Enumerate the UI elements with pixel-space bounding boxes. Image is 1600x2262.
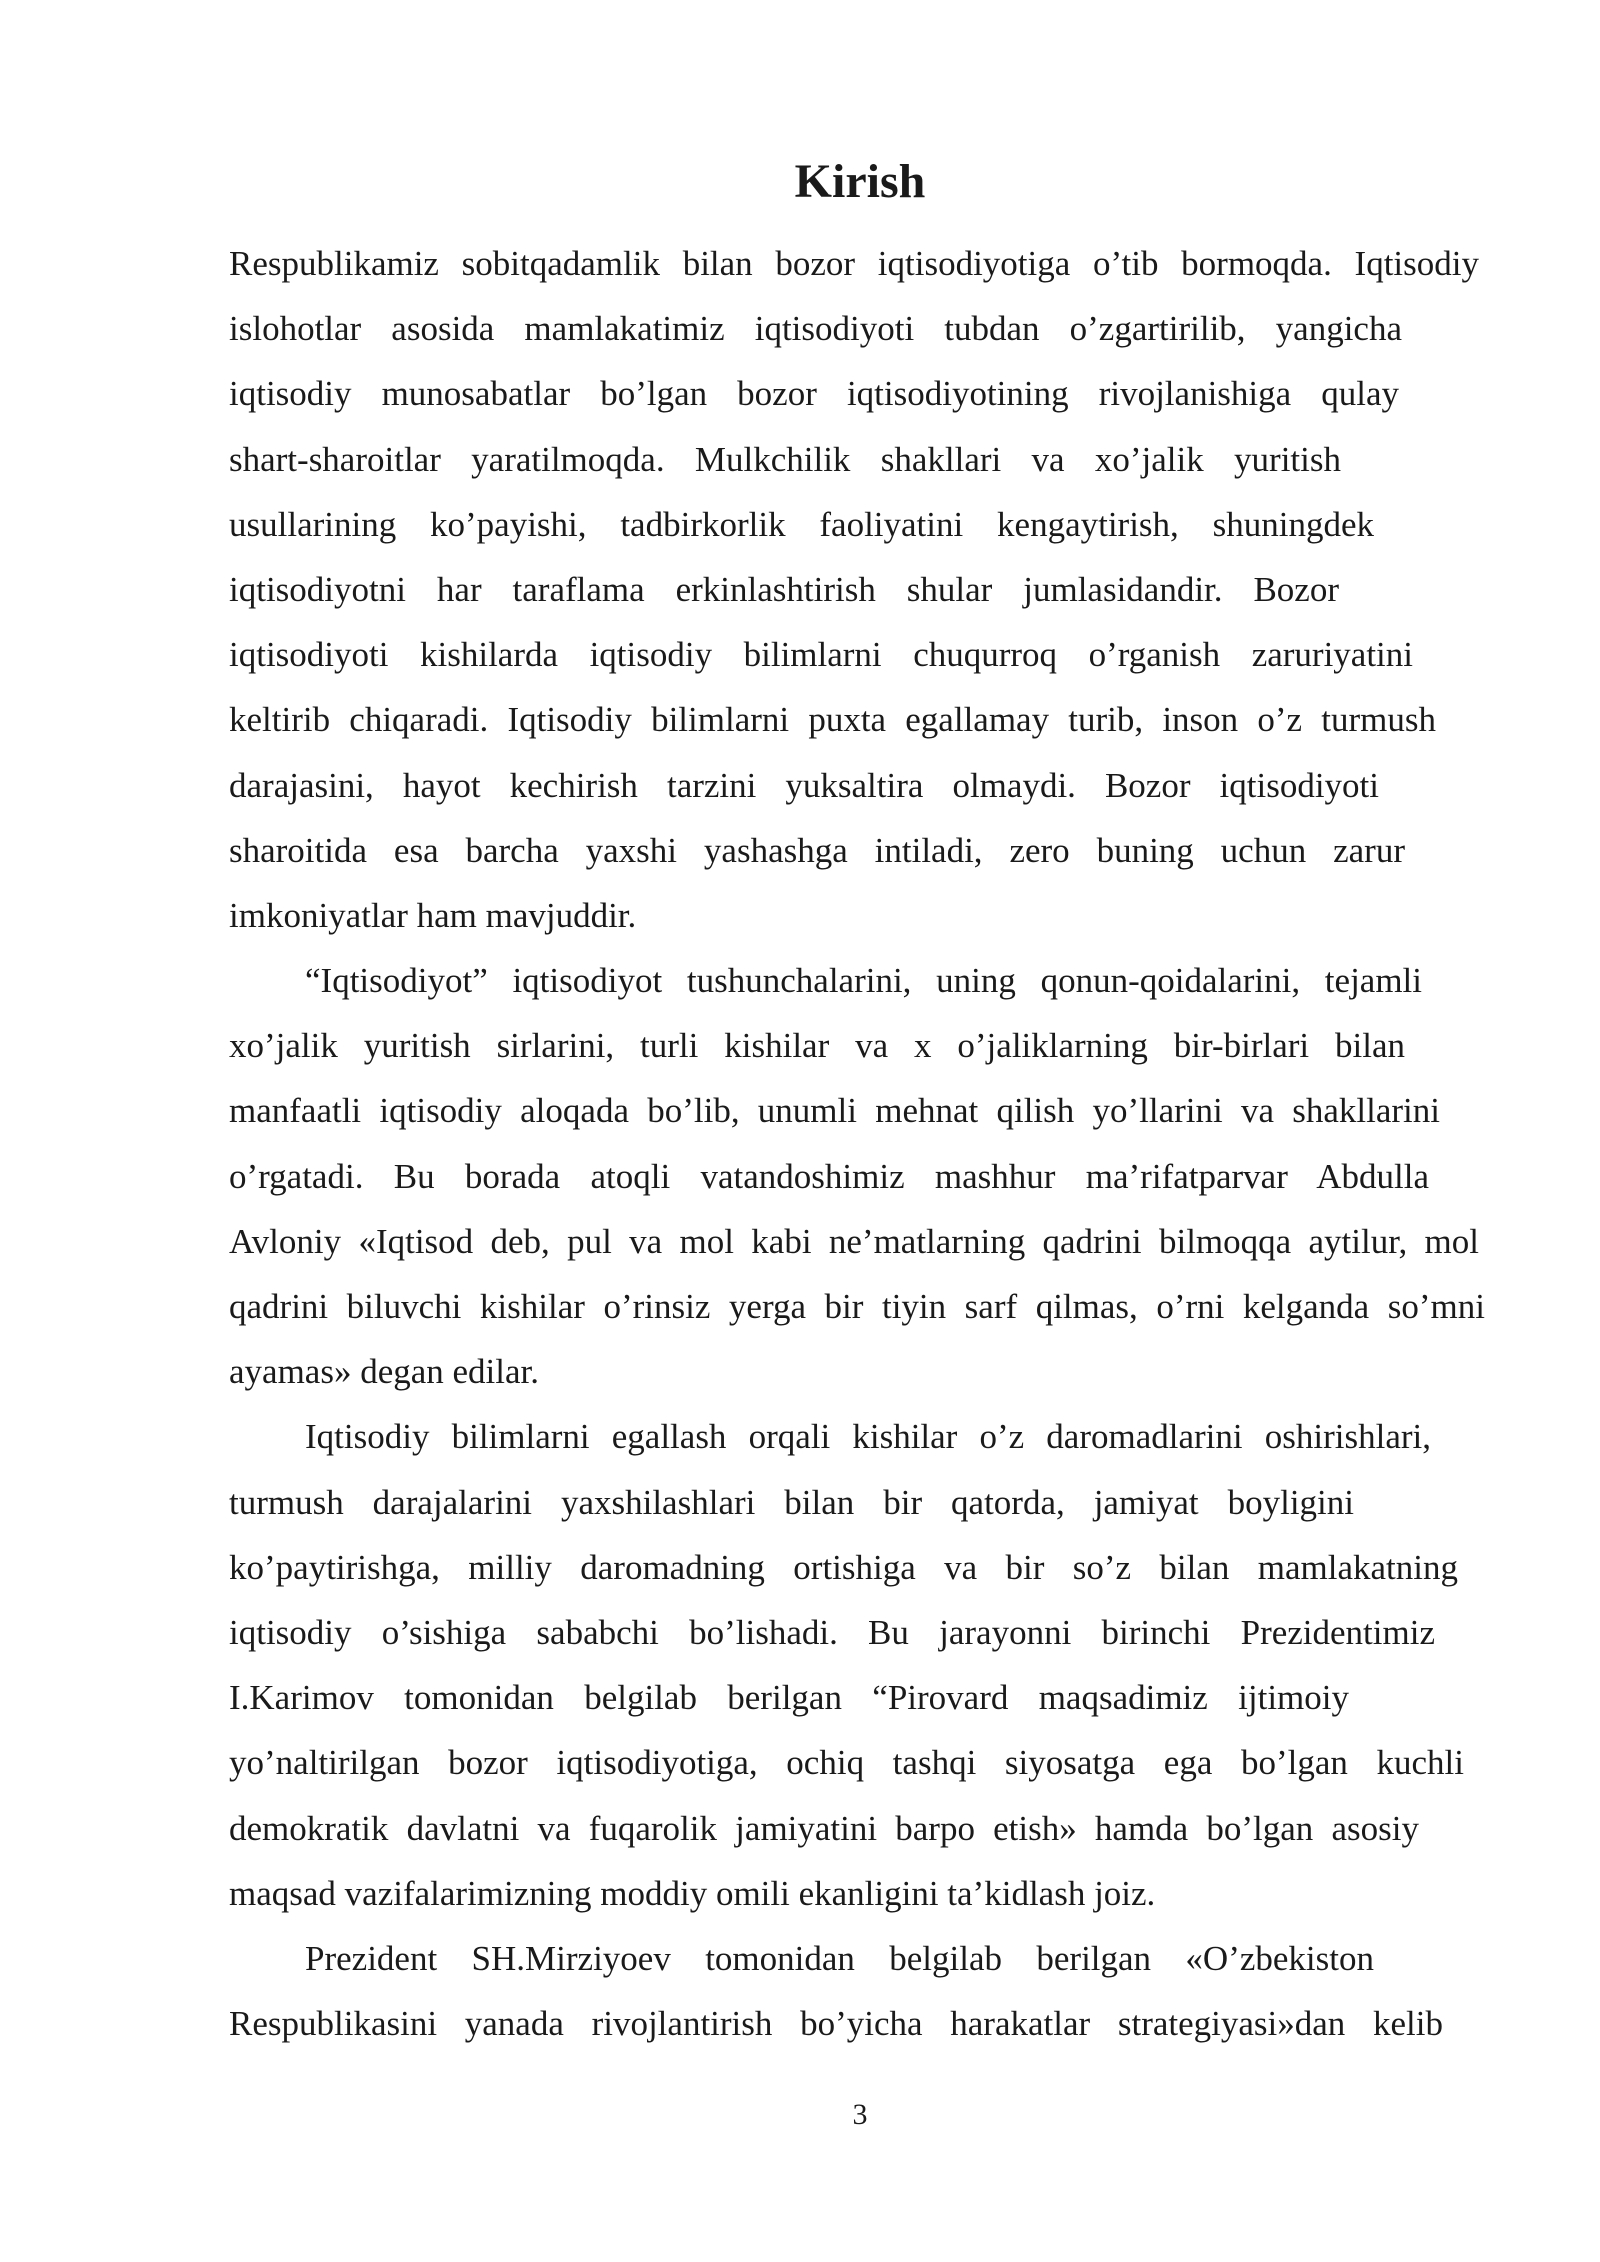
- text-line: maqsad vazifalarimizning moddiy omili ekanligini ta’kidlash joiz.: [229, 1873, 1156, 1913]
- paragraph: [229, 1926, 1499, 2056]
- paragraph: [229, 948, 1499, 1404]
- text-line: Respublikasini yanada rivojlantirish bo’yicha harakatlar strategiyasi»dan kelib: [229, 2004, 1443, 2044]
- page-title: Kirish: [794, 155, 926, 208]
- text-line: keltirib chiqaradi. Iqtisodiy bilimlarni puxta egallamay turib, inson o’z turmush: [229, 700, 1436, 740]
- paragraph: [229, 1404, 1499, 1926]
- body-text: [229, 231, 1499, 2056]
- text-line: Prezident SH.Mirziyoev tomonidan belgilab berilgan «O’zbekiston: [305, 1938, 1374, 1978]
- paragraph: [229, 231, 1499, 948]
- text-line: xo’jalik yuritish sirlarini, turli kishilar va x o’jaliklarning bir-birlari bilan: [229, 1026, 1405, 1066]
- text-line: sharoitida esa barcha yaxshi yashashga intiladi, zero buning uchun zarur: [229, 830, 1405, 870]
- text-line: Respublikamiz sobitqadamlik bilan bozor iqtisodiyotiga o’tib bormoqda. Iqtisodiy: [229, 244, 1479, 283]
- page-number: 3: [852, 2098, 868, 2131]
- text-line: usullarining ko’payishi, tadbirkorlik faoliyatini kengaytirish, shuningdek: [229, 504, 1374, 544]
- text-line: islohotlar asosida mamlakatimiz iqtisodiyoti tubdan o’zgartirilib, yangicha: [229, 309, 1402, 349]
- text-line: demokratik davlatni va fuqarolik jamiyatini barpo etish» hamda bo’lgan asosiy: [229, 1808, 1419, 1848]
- text-line: iqtisodiyotni har taraflama erkinlashtirish shular jumlasidandir. Bozor: [229, 569, 1339, 609]
- text-line: iqtisodiyoti kishilarda iqtisodiy bilimlarni chuqurroq o’rganish zaruriyatini: [229, 635, 1413, 675]
- text-line: “Iqtisodiyot” iqtisodiyot tushunchalarini, uning qonun-qoidalarini, tejamli: [305, 961, 1422, 1001]
- text-line: Avloniy «Iqtisod deb, pul va mol kabi ne’matlarning qadrini bilmoqqa aytilur, mol: [229, 1221, 1479, 1261]
- text-line: qadrini biluvchi kishilar o’rinsiz yerga bir tiyin sarf qilmas, o’rni kelganda so’mni: [229, 1287, 1485, 1326]
- text-line: o’rgatadi. Bu borada atoqli vatandoshimiz mashhur ma’rifatparvar Abdulla: [229, 1156, 1429, 1196]
- text-line: iqtisodiy o’sishiga sababchi bo’lishadi. Bu jarayonni birinchi Prezidentimiz: [229, 1612, 1435, 1652]
- text-line: Iqtisodiy bilimlarni egallash orqali kishilar o’z daromadlarini oshirishlari,: [305, 1417, 1431, 1457]
- text-line: manfaatli iqtisodiy aloqada bo’lib, unumli mehnat qilish yo’llarini va shakllarini: [229, 1091, 1440, 1131]
- text-line: ko’paytirishga, milliy daromadning ortishiga va bir so’z bilan mamlakatning: [229, 1547, 1458, 1587]
- text-line: I.Karimov tomonidan belgilab berilgan “Pirovard maqsadimiz ijtimoiy: [229, 1678, 1349, 1718]
- text-line: ayamas» degan edilar.: [229, 1352, 540, 1392]
- text-line: darajasini, hayot kechirish tarzini yuksaltira olmaydi. Bozor iqtisodiyoti: [229, 765, 1379, 805]
- text-line: iqtisodiy munosabatlar bo’lgan bozor iqtisodiyotining rivojlanishiga qulay: [229, 374, 1399, 414]
- text-line: shart-sharoitlar yaratilmoqda. Mulkchilik shakllari va xo’jalik yuritish: [229, 439, 1341, 479]
- text-line: imkoniyatlar ham mavjuddir.: [229, 895, 637, 935]
- text-line: yo’naltirilgan bozor iqtisodiyotiga, ochiq tashqi siyosatga ega bo’lgan kuchli: [229, 1743, 1464, 1783]
- text-line: turmush darajalarini yaxshilashlari bilan bir qatorda, jamiyat boyligini: [229, 1482, 1354, 1522]
